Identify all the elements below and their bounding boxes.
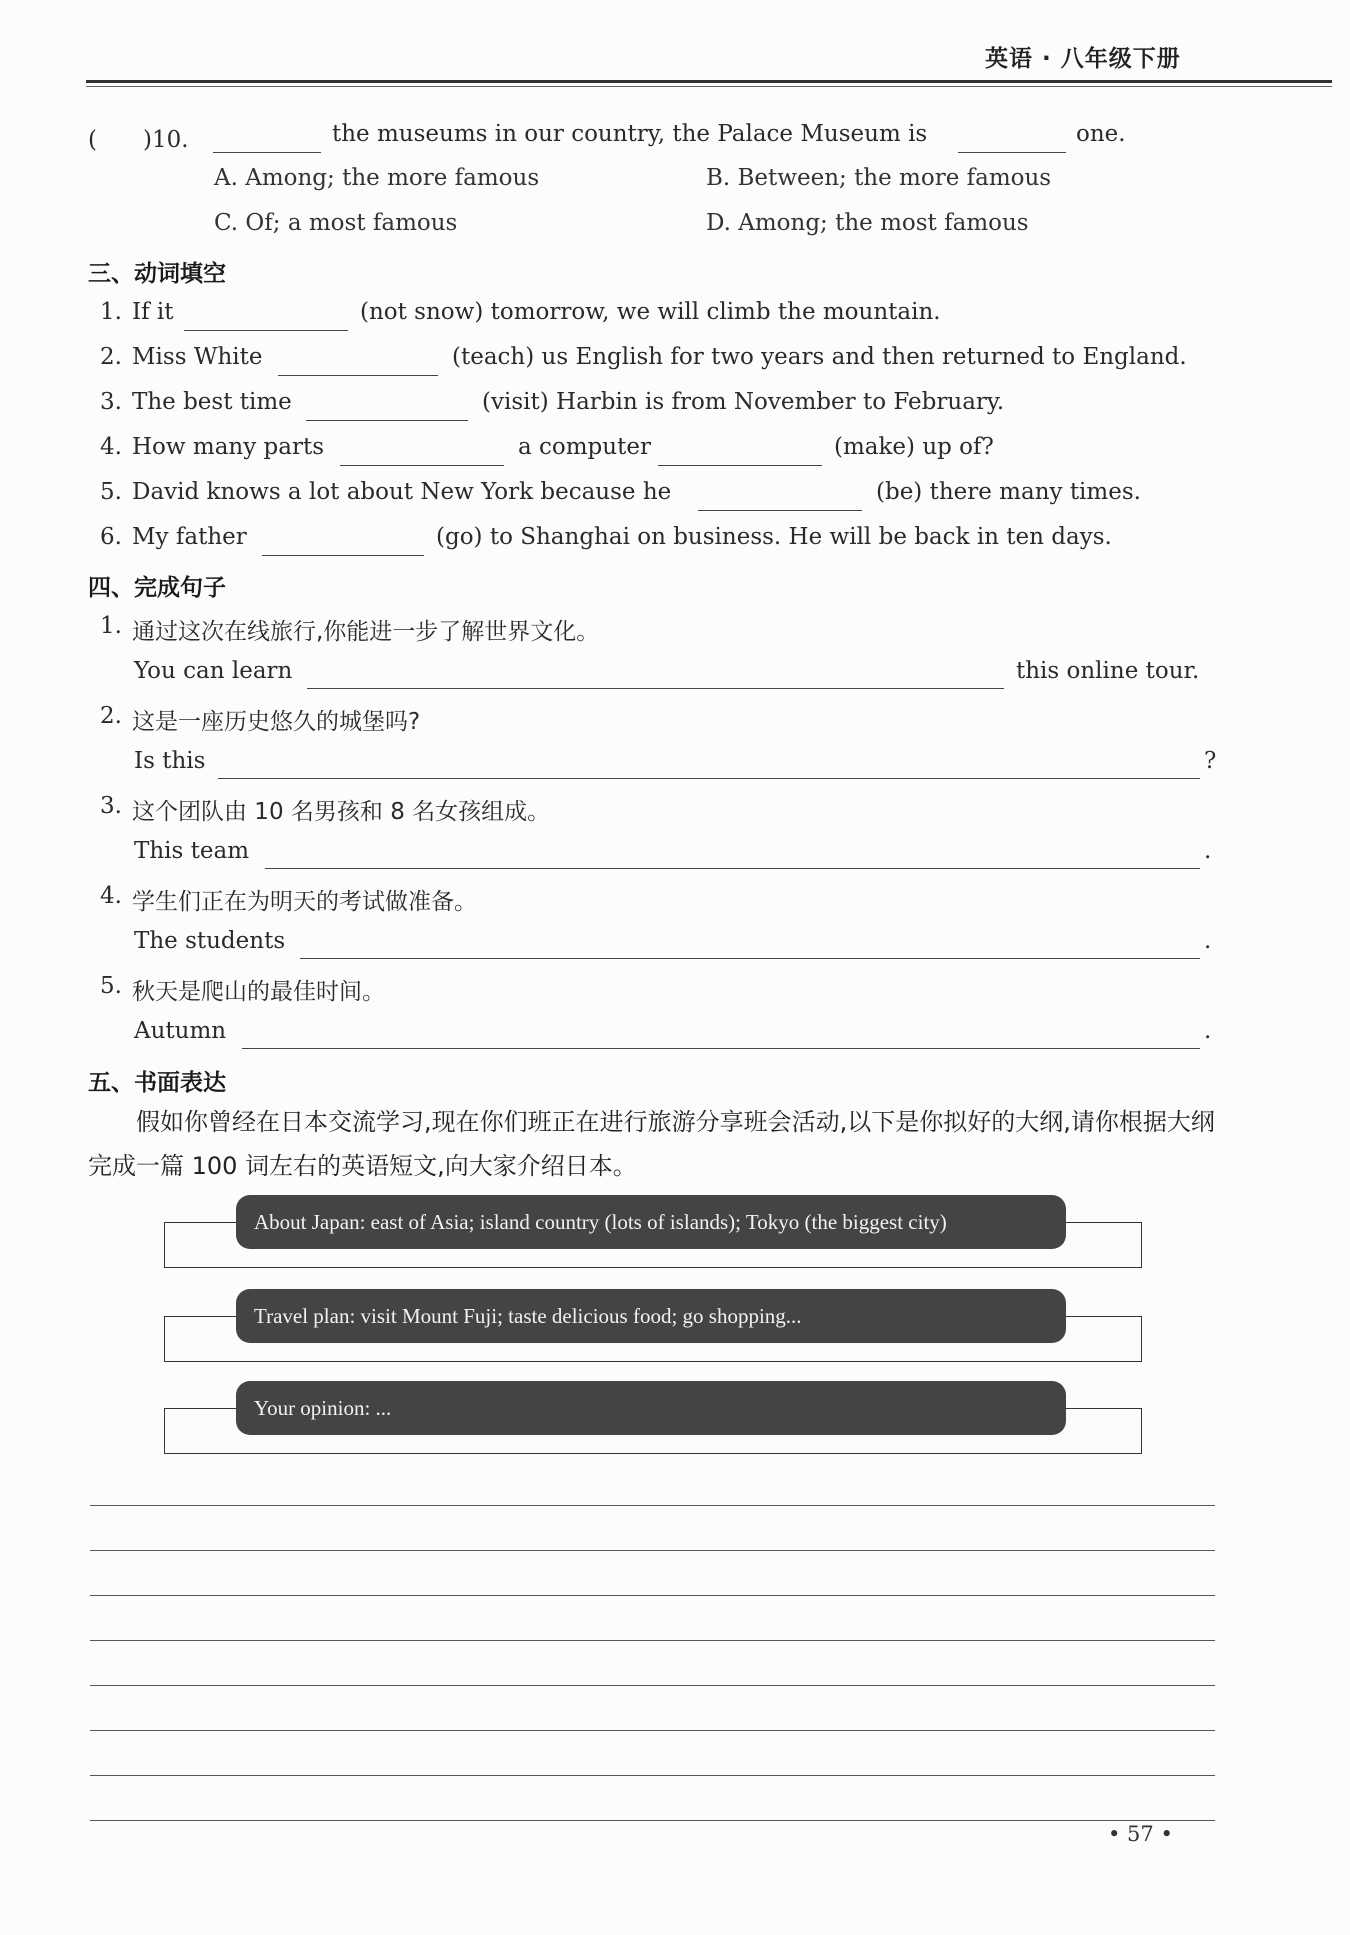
sentence-chinese: 学生们正在为明天的考试做准备。 <box>132 889 477 915</box>
writing-line[interactable] <box>90 1730 1215 1731</box>
outline-connector <box>1066 1222 1140 1223</box>
verb-blank-1[interactable] <box>184 330 348 331</box>
verb-blank-3[interactable] <box>306 420 468 421</box>
sentence-english-start: You can learn <box>134 658 293 684</box>
sentence-chinese: 秋天是爬山的最佳时间。 <box>132 979 385 1005</box>
writing-line[interactable] <box>90 1820 1215 1821</box>
verb-blank-4a[interactable] <box>340 465 504 466</box>
sentence-english-start: This team <box>134 838 249 864</box>
outline-connector <box>164 1316 236 1317</box>
verb-item-text: (not snow) tomorrow, we will climb the mountain. <box>360 299 941 325</box>
outline-connector <box>1066 1316 1140 1317</box>
writing-line[interactable] <box>90 1775 1215 1776</box>
sentence-english-start: The students <box>134 928 286 954</box>
verb-item-text: Miss White <box>132 344 263 370</box>
q10-blank-2[interactable] <box>958 152 1066 153</box>
verb-item-number: 6. <box>100 524 122 550</box>
verb-item-text: If it <box>132 299 174 325</box>
verb-item-number: 3. <box>100 389 122 415</box>
section-writing-title: 五、书面表达 <box>88 1070 226 1096</box>
q10-text-2: one. <box>1076 121 1126 147</box>
sentence-answer-line-2[interactable] <box>218 778 1200 779</box>
section-complete-sentences-title: 四、完成句子 <box>88 575 226 601</box>
q10-option-c[interactable]: C. Of; a most famous <box>214 210 458 236</box>
verb-item-number: 1. <box>100 299 122 325</box>
writing-prompt: 假如你曾经在日本交流学习,现在你们班正在进行旅游分享班会活动,以下是你拟好的大纲,请你根据大纲完成一篇 100 词左右的英语短文,向大家介绍日本。 <box>88 1108 1215 1180</box>
sentence-number: 4. <box>100 883 122 909</box>
outline-item-travel-plan: Travel plan: visit Mount Fuji; taste delicious food; go shopping... <box>236 1289 1066 1343</box>
header-rule-thin <box>86 86 1332 87</box>
sentence-answer-line-3[interactable] <box>265 868 1200 869</box>
sentence-english-end: this online tour. <box>1016 658 1200 684</box>
sentence-answer-line-1[interactable] <box>307 688 1004 689</box>
sentence-chinese: 这是一座历史悠久的城堡吗? <box>132 709 421 735</box>
q10-blank-1[interactable] <box>213 152 321 153</box>
verb-item-text: My father <box>132 524 247 550</box>
header-title: 英语 · 八年级下册 <box>985 46 1181 72</box>
q10-option-b[interactable]: B. Between; the more famous <box>706 165 1052 191</box>
verb-blank-6[interactable] <box>262 555 424 556</box>
sentence-chinese: 这个团队由 10 名男孩和 8 名女孩组成。 <box>132 799 551 825</box>
writing-line[interactable] <box>90 1550 1215 1551</box>
verb-item-text: a computer <box>518 434 651 460</box>
q10-option-d[interactable]: D. Among; the most famous <box>706 210 1029 236</box>
verb-blank-5[interactable] <box>698 510 862 511</box>
outline-connector <box>164 1222 236 1223</box>
verb-blank-2[interactable] <box>278 375 438 376</box>
sentence-english-end: . <box>1204 1018 1212 1044</box>
verb-item-text: (go) to Shanghai on business. He will be back in ten days. <box>436 524 1112 550</box>
q10-text-1: the museums in our country, the Palace Museum is <box>332 121 928 147</box>
sentence-english-start: Autumn <box>134 1018 227 1044</box>
writing-line[interactable] <box>90 1505 1215 1506</box>
sentence-chinese: 通过这次在线旅行,你能进一步了解世界文化。 <box>132 619 600 645</box>
verb-item-text: How many parts <box>132 434 325 460</box>
sentence-number: 1. <box>100 613 122 639</box>
verb-item-text: (make) up of? <box>834 434 994 460</box>
writing-line[interactable] <box>90 1640 1215 1641</box>
q10-option-a[interactable]: A. Among; the more famous <box>214 165 540 191</box>
sentence-english-start: Is this <box>134 748 206 774</box>
sentence-english-end: ? <box>1204 748 1217 774</box>
writing-line[interactable] <box>90 1595 1215 1596</box>
outline-item-opinion: Your opinion: ... <box>236 1381 1066 1435</box>
section-verb-fill-title: 三、动词填空 <box>88 261 226 287</box>
outline-item-about-japan: About Japan: east of Asia; island country (lots of islands); Tokyo (the biggest city) <box>236 1195 1066 1249</box>
verb-item-text: The best time <box>132 389 292 415</box>
sentence-number: 2. <box>100 703 122 729</box>
page-number: • 57 • <box>1108 1822 1173 1846</box>
q10-number: ( )10. <box>88 127 189 153</box>
outline-connector <box>164 1408 236 1409</box>
verb-item-text: David knows a lot about New York because he <box>132 479 672 505</box>
writing-line[interactable] <box>90 1685 1215 1686</box>
verb-item-number: 5. <box>100 479 122 505</box>
sentence-answer-line-5[interactable] <box>242 1048 1200 1049</box>
sentence-answer-line-4[interactable] <box>300 958 1200 959</box>
verb-item-text: (be) there many times. <box>876 479 1141 505</box>
outline-connector <box>1066 1408 1140 1409</box>
verb-item-number: 2. <box>100 344 122 370</box>
verb-item-text: (visit) Harbin is from November to February. <box>482 389 1005 415</box>
sentence-english-end: . <box>1204 928 1212 954</box>
sentence-number: 5. <box>100 973 122 999</box>
sentence-english-end: . <box>1204 838 1212 864</box>
header-rule <box>86 80 1332 83</box>
verb-blank-4b[interactable] <box>658 465 822 466</box>
verb-item-text: (teach) us English for two years and then returned to England. <box>452 344 1187 370</box>
sentence-number: 3. <box>100 793 122 819</box>
verb-item-number: 4. <box>100 434 122 460</box>
